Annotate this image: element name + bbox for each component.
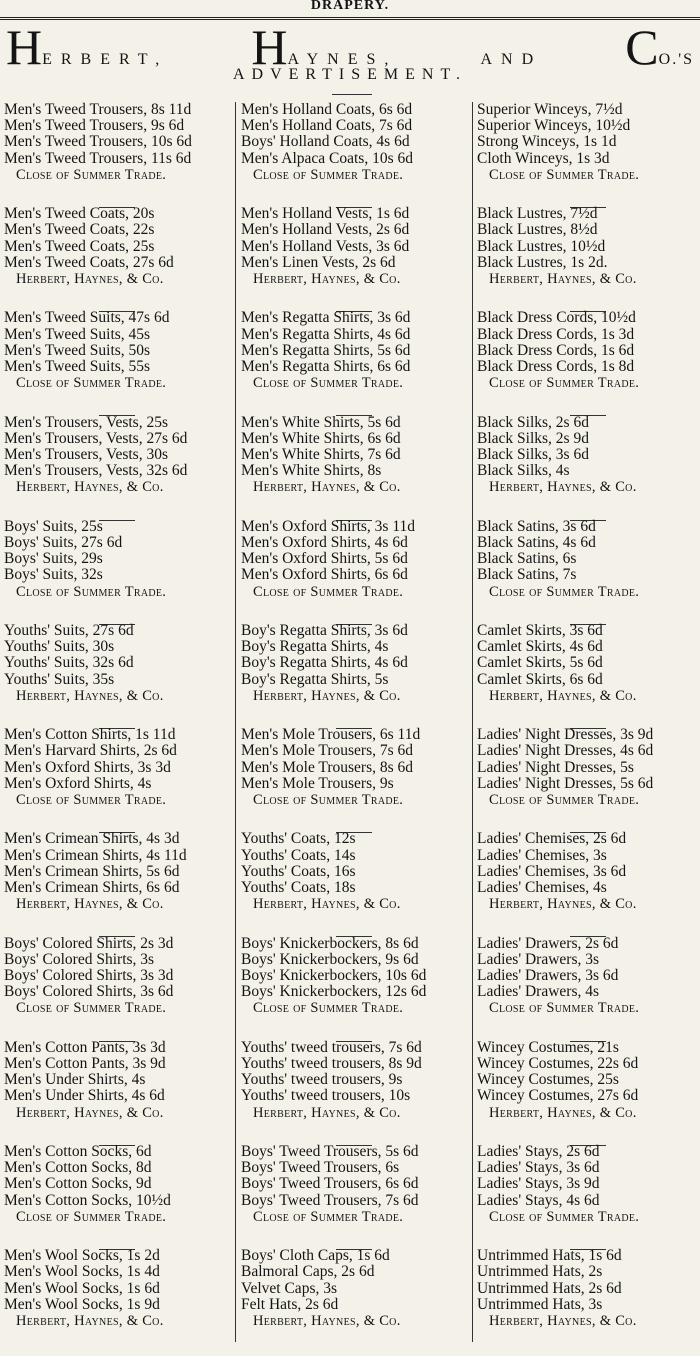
price-line: Ladies' Drawers, 2s 6d xyxy=(477,934,619,952)
price-line: Black Satins, 7s xyxy=(477,566,577,584)
column-divider xyxy=(235,102,236,1342)
price-line: Men's Oxford Shirts, 4s xyxy=(4,774,152,792)
price-line: Boys' Knickerbockers, 8s 6d xyxy=(241,934,419,952)
price-line: Boys' Suits, 27s 6d xyxy=(4,534,123,551)
price-line: Boys' Tweed Trousers, 6s xyxy=(241,1159,400,1177)
block-signature: Close of Summer Trade. xyxy=(16,166,167,183)
price-block xyxy=(4,519,230,627)
price-line: Men's Holland Coats, 6s 6d xyxy=(241,101,413,118)
block-signature: Close of Summer Trade. xyxy=(489,1208,640,1225)
price-line: Men's Regatta Shirts, 6s 6d xyxy=(241,358,411,375)
price-block xyxy=(4,102,230,210)
price-line: Ladies' Night Dresses, 3s 9d xyxy=(477,726,654,744)
price-line: Men's Holland Vests, 3s 6d xyxy=(241,237,410,255)
price-line: Boys' Colored Shirts, 3s 6d xyxy=(4,983,174,1001)
price-line: Ladies' Night Dresses, 4s 6d xyxy=(477,742,654,760)
price-line: Boys' Colored Shirts, 3s 3d xyxy=(4,967,174,984)
price-line: Men's Tweed Trousers, 10s 6d xyxy=(4,133,192,151)
price-line: Men's Oxford Shirts, 5s 6d xyxy=(241,550,408,568)
block-signature: Close of Summer Trade. xyxy=(489,1000,640,1017)
price-line: Youths' Coats, 12s xyxy=(241,830,356,848)
price-line: Boys' Holland Coats, 4s 6d xyxy=(241,133,410,151)
price-line: Youths' Coats, 16s xyxy=(241,862,356,880)
price-line: Men's Trousers, Vests, 25s xyxy=(4,413,168,431)
block-signature: Herbert, Haynes, & Co. xyxy=(489,271,637,287)
price-line: Men's Tweed Suits, 55s xyxy=(4,358,151,375)
block-signature: Close of Summer Trade. xyxy=(253,166,404,183)
price-line: Men's Holland Vests, 2s 6d xyxy=(241,221,410,239)
price-line: Youths' Coats, 14s xyxy=(241,846,356,864)
price-line: Men's White Shirts, 5s 6d xyxy=(241,413,401,431)
price-line: Wincey Costumes, 21s xyxy=(477,1038,619,1056)
price-line: Men's Cotton Pants, 3s 9d xyxy=(4,1055,166,1072)
header-rule xyxy=(0,17,700,18)
price-line: Camlet Skirts, 4s 6d xyxy=(477,638,603,656)
price-line: Men's Tweed Coats, 20s xyxy=(4,205,155,223)
block-signature: Herbert, Haynes, & Co. xyxy=(489,1313,637,1329)
price-block xyxy=(241,415,467,523)
price-columns xyxy=(0,102,700,1352)
price-line: Boys' Cloth Caps, 1s 6d xyxy=(241,1247,390,1265)
price-line: Men's Regatta Shirts, 4s 6d xyxy=(241,325,411,343)
price-line: Men's Tweed Trousers, 8s 11d xyxy=(4,101,192,118)
price-line: Men's Cotton Socks, 9d xyxy=(4,1175,152,1193)
price-line: Boys' Tweed Trousers, 7s 6d xyxy=(241,1191,419,1209)
price-line: Wincey Costumes, 22s 6d xyxy=(477,1055,639,1072)
price-line: Ladies' Night Dresses, 5s 6d xyxy=(477,774,654,792)
price-line: Boy's Regatta Shirts, 5s xyxy=(241,670,389,688)
section-title: DRAPERY. xyxy=(310,0,390,13)
price-line: Men's Cotton Socks, 8d xyxy=(4,1159,152,1177)
price-line: Boy's Regatta Shirts, 4s xyxy=(241,638,389,656)
price-block xyxy=(477,102,699,210)
price-line: Black Dress Cords, 10½d xyxy=(477,309,636,327)
price-line: Strong Winceys, 1s 1d xyxy=(477,133,617,151)
price-line: Men's White Shirts, 6s 6d xyxy=(241,429,401,447)
price-block xyxy=(241,102,467,210)
price-line: Men's Crimean Shirts, 6s 6d xyxy=(4,879,180,896)
price-line: Ladies' Drawers, 3s 6d xyxy=(477,967,619,984)
price-line: Black Lustres, 10½d xyxy=(477,237,606,255)
price-block xyxy=(477,519,699,627)
price-line: Men's Oxford Shirts, 4s 6d xyxy=(241,534,408,551)
price-line: Black Satins, 4s 6d xyxy=(477,534,596,551)
block-signature: Close of Summer Trade. xyxy=(16,792,167,808)
price-line: Black Silks, 3s 6d xyxy=(477,446,589,463)
price-block xyxy=(241,727,467,835)
price-line: Men's Crimean Shirts, 4s 11d xyxy=(4,846,187,864)
price-line: Men's Cotton Socks, 10½d xyxy=(4,1191,171,1209)
price-line: Men's Tweed Trousers, 11s 6d xyxy=(4,149,192,167)
block-signature: Close of Summer Trade. xyxy=(489,375,640,392)
price-line: Men's White Shirts, 7s 6d xyxy=(241,446,401,463)
firm-word-co: CO.'S xyxy=(625,19,694,75)
block-signature: Herbert, Haynes, & Co. xyxy=(253,687,401,704)
block-signature: Herbert, Haynes, & Co. xyxy=(253,479,401,496)
price-line: Boys' Tweed Trousers, 5s 6d xyxy=(241,1143,419,1160)
price-line: Youths' Suits, 32s 6d xyxy=(4,654,134,672)
price-block xyxy=(241,519,467,627)
price-line: Men's Holland Vests, 1s 6d xyxy=(241,205,410,223)
block-signature: Herbert, Haynes, & Co. xyxy=(489,687,637,704)
price-block xyxy=(241,206,467,314)
price-line: Boys' Knickerbockers, 10s 6d xyxy=(241,967,427,984)
price-line: Men's Under Shirts, 4s 6d xyxy=(4,1087,165,1105)
block-signature: Herbert, Haynes, & Co. xyxy=(489,896,637,913)
price-line: Men's Crimean Shirts, 5s 6d xyxy=(4,862,180,880)
block-signature: Herbert, Haynes, & Co. xyxy=(16,479,164,496)
price-block xyxy=(477,831,699,939)
price-line: Black Satins, 3s 6d xyxy=(477,517,596,535)
price-column-3 xyxy=(477,102,699,1352)
block-signature: Herbert, Haynes, & Co. xyxy=(253,896,401,913)
block-signature: Close of Summer Trade. xyxy=(489,792,640,808)
block-signature: Close of Summer Trade. xyxy=(253,792,404,808)
block-signature: Herbert, Haynes, & Co. xyxy=(489,479,637,496)
price-line: Felt Hats, 2s 6d xyxy=(241,1295,339,1313)
price-line: Black Lustres, 8½d xyxy=(477,221,598,239)
header-rule-double xyxy=(0,19,700,20)
price-line: Black Dress Cords, 1s 8d xyxy=(477,358,635,375)
price-line: Black Lustres, 7½d xyxy=(477,205,598,223)
price-line: Men's Tweed Coats, 22s xyxy=(4,221,155,239)
price-line: Men's Mole Trousers, 9s xyxy=(241,774,394,792)
firm-word-herbert: HERBERT, xyxy=(6,19,169,75)
price-block xyxy=(241,831,467,939)
price-block xyxy=(4,310,230,418)
price-column-2 xyxy=(241,102,467,1352)
advertisement-header xyxy=(0,0,700,96)
price-line: Superior Winceys, 10½d xyxy=(477,117,631,135)
block-signature: Close of Summer Trade. xyxy=(489,583,640,600)
price-line: Men's Tweed Suits, 50s xyxy=(4,341,151,359)
price-line: Ladies' Stays, 3s 6d xyxy=(477,1159,600,1177)
price-line: Untrimmed Hats, 2s 6d xyxy=(477,1279,622,1297)
price-block xyxy=(4,1144,230,1252)
block-signature: Herbert, Haynes, & Co. xyxy=(253,1104,401,1121)
block-signature: Close of Summer Trade. xyxy=(16,583,167,600)
price-line: Men's Wool Socks, 1s 2d xyxy=(4,1247,160,1265)
price-line: Men's Cotton Pants, 3s 3d xyxy=(4,1038,166,1056)
price-line: Cloth Winceys, 1s 3d xyxy=(477,149,610,167)
price-line: Ladies' Chemises, 4s xyxy=(477,879,607,896)
price-line: Men's Crimean Shirts, 4s 3d xyxy=(4,830,180,848)
price-line: Boy's Regatta Shirts, 3s 6d xyxy=(241,622,408,639)
price-line: Men's Alpaca Coats, 10s 6d xyxy=(241,149,413,167)
block-signature: Herbert, Haynes, & Co. xyxy=(253,1313,401,1329)
price-line: Boys' Tweed Trousers, 6s 6d xyxy=(241,1175,419,1193)
price-line: Men's Oxford Shirts, 3s 3d xyxy=(4,758,171,776)
price-line: Men's Wool Socks, 1s 6d xyxy=(4,1279,160,1297)
price-block xyxy=(4,727,230,835)
block-signature: Herbert, Haynes, & Co. xyxy=(16,896,164,913)
block-signature: Herbert, Haynes, & Co. xyxy=(16,271,164,287)
price-line: Ladies' Chemises, 3s xyxy=(477,846,607,864)
price-block xyxy=(477,1248,699,1356)
price-line: Men's Regatta Shirts, 3s 6d xyxy=(241,309,411,327)
price-line: Men's Harvard Shirts, 2s 6d xyxy=(4,742,177,760)
price-line: Ladies' Drawers, 3s xyxy=(477,950,600,968)
price-block xyxy=(477,936,699,1044)
price-line: Black Satins, 6s xyxy=(477,550,577,568)
block-signature: Herbert, Haynes, & Co. xyxy=(253,271,401,287)
price-line: Men's Tweed Suits, 45s xyxy=(4,325,151,343)
price-line: Youths' Suits, 35s xyxy=(4,670,115,688)
price-line: Men's Trousers, Vests, 32s 6d xyxy=(4,462,188,480)
price-block xyxy=(241,1248,467,1356)
price-line: Black Lustres, 1s 2d. xyxy=(477,253,608,271)
price-line: Men's Trousers, Vests, 27s 6d xyxy=(4,429,188,447)
price-line: Black Dress Cords, 1s 6d xyxy=(477,341,635,359)
block-signature: Herbert, Haynes, & Co. xyxy=(16,1104,164,1121)
price-block xyxy=(4,831,230,939)
price-line: Youths' tweed trousers, 9s xyxy=(241,1071,403,1089)
price-block xyxy=(477,1144,699,1252)
price-line: Men's Cotton Socks, 6d xyxy=(4,1143,152,1160)
price-line: Ladies' Chemises, 2s 6d xyxy=(477,830,627,848)
firm-word-and: AND xyxy=(480,51,543,68)
price-line: Balmoral Caps, 2s 6d xyxy=(241,1263,375,1281)
price-line: Men's Holland Coats, 7s 6d xyxy=(241,117,413,135)
price-line: Untrimmed Hats, 1s 6d xyxy=(477,1247,622,1265)
price-block xyxy=(4,623,230,731)
price-line: Men's Trousers, Vests, 30s xyxy=(4,446,168,463)
price-line: Youths' tweed trousers, 8s 9d xyxy=(241,1055,422,1072)
price-line: Men's Tweed Suits, 47s 6d xyxy=(4,309,170,327)
price-block xyxy=(477,623,699,731)
block-signature: Herbert, Haynes, & Co. xyxy=(489,1104,637,1121)
subtitle-rule xyxy=(332,94,372,95)
price-line: Youths' tweed trousers, 10s xyxy=(241,1087,411,1105)
price-line: Boys' Suits, 25s xyxy=(4,517,103,535)
price-line: Untrimmed Hats, 2s xyxy=(477,1263,603,1281)
price-line: Men's Under Shirts, 4s xyxy=(4,1071,146,1089)
price-line: Wincey Costumes, 25s xyxy=(477,1071,619,1089)
price-block xyxy=(4,1040,230,1148)
price-line: Men's Mole Trousers, 8s 6d xyxy=(241,758,414,776)
price-line: Black Dress Cords, 1s 3d xyxy=(477,325,635,343)
price-line: Youths' Suits, 30s xyxy=(4,638,115,656)
price-line: Men's Wool Socks, 1s 9d xyxy=(4,1295,160,1313)
block-signature: Close of Summer Trade. xyxy=(253,1000,404,1017)
block-signature: Close of Summer Trade. xyxy=(253,375,404,392)
block-signature: Close of Summer Trade. xyxy=(16,1208,167,1225)
price-line: Men's Mole Trousers, 6s 11d xyxy=(241,726,421,744)
block-signature: Close of Summer Trade. xyxy=(16,375,167,392)
price-line: Black Silks, 2s 6d xyxy=(477,413,589,431)
price-line: Ladies' Stays, 3s 9d xyxy=(477,1175,600,1193)
price-line: Ladies' Stays, 4s 6d xyxy=(477,1191,600,1209)
block-signature: Close of Summer Trade. xyxy=(253,583,404,600)
price-line: Camlet Skirts, 3s 6d xyxy=(477,622,603,639)
price-block xyxy=(4,206,230,314)
price-block xyxy=(477,415,699,523)
price-line: Men's Mole Trousers, 7s 6d xyxy=(241,742,414,760)
price-block xyxy=(241,936,467,1044)
firm-word-haynes: HAYNES, xyxy=(251,19,398,75)
price-block xyxy=(4,936,230,1044)
block-signature: Herbert, Haynes, & Co. xyxy=(16,687,164,704)
price-line: Ladies' Drawers, 4s xyxy=(477,983,600,1001)
price-line: Men's Tweed Trousers, 9s 6d xyxy=(4,117,185,135)
price-line: Men's White Shirts, 8s xyxy=(241,462,382,480)
price-block xyxy=(241,623,467,731)
price-line: Camlet Skirts, 6s 6d xyxy=(477,670,603,688)
price-line: Men's Oxford Shirts, 3s 11d xyxy=(241,517,416,535)
price-line: Men's Cotton Shirts, 1s 11d xyxy=(4,726,176,744)
price-line: Wincey Costumes, 27s 6d xyxy=(477,1087,639,1105)
price-block xyxy=(4,415,230,523)
price-line: Ladies' Night Dresses, 5s xyxy=(477,758,634,776)
price-line: Black Silks, 2s 9d xyxy=(477,429,589,447)
price-line: Men's Regatta Shirts, 5s 6d xyxy=(241,341,411,359)
price-block xyxy=(241,1040,467,1148)
price-line: Ladies' Stays, 2s 6d xyxy=(477,1143,600,1160)
price-line: Ladies' Chemises, 3s 6d xyxy=(477,862,627,880)
price-block xyxy=(477,727,699,835)
price-block xyxy=(477,1040,699,1148)
column-divider xyxy=(472,102,473,1342)
price-block xyxy=(241,310,467,418)
price-line: Boy's Regatta Shirts, 4s 6d xyxy=(241,654,408,672)
block-signature: Close of Summer Trade. xyxy=(489,166,640,183)
price-line: Youths' Coats, 18s xyxy=(241,879,356,896)
price-line: Boys' Knickerbockers, 12s 6d xyxy=(241,983,427,1001)
price-line: Youths' tweed trousers, 7s 6d xyxy=(241,1038,422,1056)
price-line: Men's Linen Vests, 2s 6d xyxy=(241,253,396,271)
block-signature: Herbert, Haynes, & Co. xyxy=(16,1313,164,1329)
price-line: Superior Winceys, 7½d xyxy=(477,101,623,118)
price-line: Velvet Caps, 3s xyxy=(241,1279,338,1297)
price-line: Boys' Knickerbockers, 9s 6d xyxy=(241,950,419,968)
price-line: Boys' Colored Shirts, 2s 3d xyxy=(4,934,174,952)
price-block xyxy=(477,206,699,314)
block-signature: Close of Summer Trade. xyxy=(253,1208,404,1225)
price-line: Boys' Suits, 32s xyxy=(4,566,103,584)
price-line: Youths' Suits, 27s 6d xyxy=(4,622,134,639)
price-line: Camlet Skirts, 5s 6d xyxy=(477,654,603,672)
price-column-1 xyxy=(4,102,230,1352)
advertisement-subtitle: ADVERTISEMENT. xyxy=(232,66,468,83)
price-block xyxy=(241,1144,467,1252)
price-line: Men's Tweed Coats, 25s xyxy=(4,237,155,255)
price-line: Black Silks, 4s xyxy=(477,462,570,480)
price-block xyxy=(477,310,699,418)
price-line: Untrimmed Hats, 3s xyxy=(477,1295,603,1313)
price-line: Boys' Suits, 29s xyxy=(4,550,103,568)
price-block xyxy=(4,1248,230,1356)
block-signature: Close of Summer Trade. xyxy=(16,1000,167,1017)
price-line: Men's Tweed Coats, 27s 6d xyxy=(4,253,174,271)
price-line: Men's Oxford Shirts, 6s 6d xyxy=(241,566,408,584)
price-line: Men's Wool Socks, 1s 4d xyxy=(4,1263,160,1281)
price-line: Boys' Colored Shirts, 3s xyxy=(4,950,155,968)
